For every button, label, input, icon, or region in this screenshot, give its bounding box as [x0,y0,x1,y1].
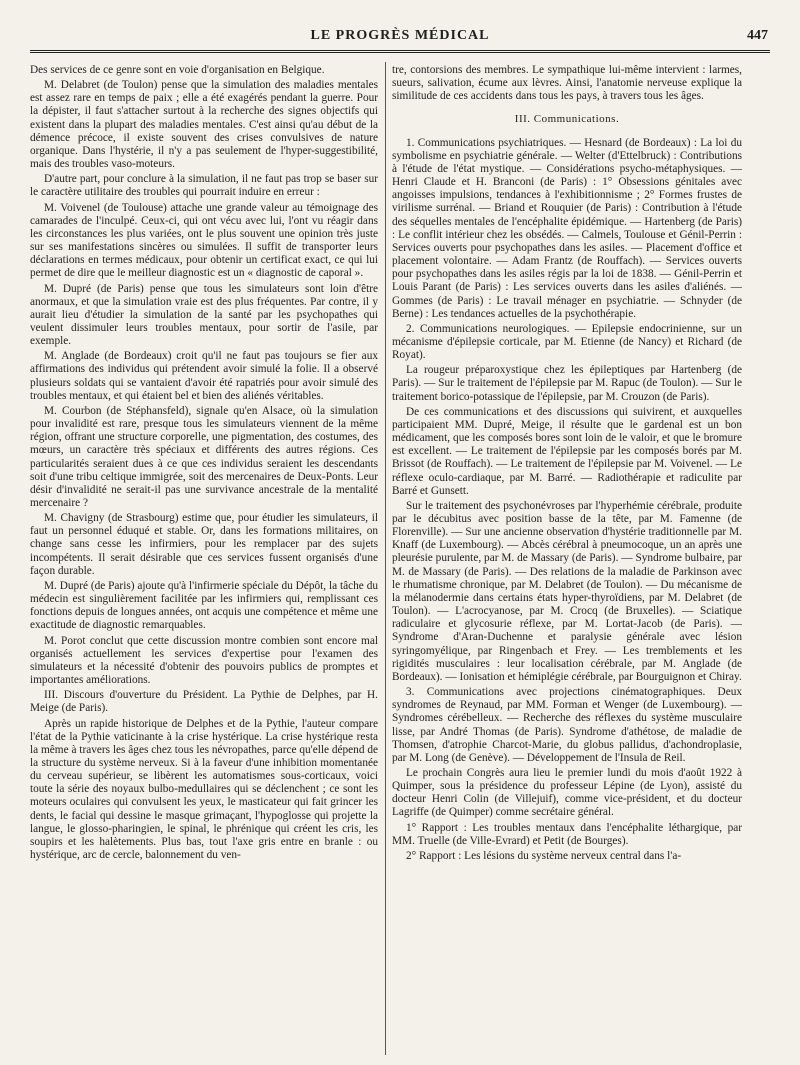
paragraph: M. Dupré (de Paris) pense que tous les simulateurs sont loin d'être anormaux, et que la simulation vraie est des plus fréquentes. Par contre, il y aurait lieu d'étudier la simulation de la santé par les psychopathes qui veulent dissimuler leurs troubles mentaux, pour sortir de l'asile, par exemple. [30,282,378,348]
paragraph: 1. Communications psychiatriques. — Hesnard (de Bordeaux) : La loi du symbolisme en psychiatrie générale. — Welter (d'Ettelbruck) : Contributions à l'étude de l'état mystique. — Considérations psycho-métaphysiques. — Henri Claude et H. Branconi (de Paris) : 1° Obsessions génitales avec angoisses impulsions, tendances à l'exhibitionnisme ; 2° Formes frustes de virilisme surrénal. — Briand et Rouquier (de Paris) : Contribution à l'étude des séquelles mentales de l'encéphalite épidémique. — Hartenberg (de Paris) : Le conflit intérieur chez les obsédés. — Calmels, Toulouse et Génil-Perrin : Services ouverts pour psychopathes dans les asiles. — Placement d'office et placement volontaire. — Adam Frantz (de Rouffach). — Services ouverts pour psychopathes dans les asiles régis par la loi de 1838. — Génil-Perrin et Louis Parant (de Paris) : Les services ouverts dans les asiles d'aliénés. — Gommes (de Paris) : Le travail ménager en psychiatrie. — Schnyder (de Berne) : Les tendances actuelles de la psychothérapie. [392,136,742,320]
paragraph: M. Anglade (de Bordeaux) croit qu'il ne faut pas toujours se fier aux affirmations des individus qui prétendent avoir simulé la folie. Il a observé plusieurs soldats qui se vantaient d'avoir été rapatriés pour avoir simulé des troubles mentaux, et qui étaient bel et bien des aliénés véritables. [30,350,378,402]
running-header [30,28,770,53]
paragraph: Sur le traitement des psychonévroses par l'hyperhémie cérébrale, produite par le décubitus avec position basse de la tête, par M. Famenne (de Florenville). — Sur une ancienne observation d'hystérie traditionnelle par M. Knaff (de Luxembourg). — Abcès cérébral à pneumocoque, un an après une pleurésie purulente, par M. de Massary (de Paris). — Syndrome bulbaire, par M. de Massary (de Paris). — Des relations de la maladie de Parkinson avec le rhumatisme chronique, par M. Delabret (de Toulon). — Du mécanisme de la mélanodermie dans certains états hyper-thyroïdiens, par M. Delabret (de Toulon). — L'acrocyanose, par M. Crocq (de Bruxelles). — Sciatique radiculaire et glycosurie réflexe, par M. Lortat-Jacob (de Paris). — Syndrome d'Aran-Duchenne et paralysie générale avec lésion syringomyélique, par Ringenbach et Frey. — Les tremblements et les rigidités musculaires : leur localisation cérébrale, par M. Anglade (de Bordeaux). — Ionisation et hémiplégie cérébrale, par Bourguignon et Chiray. [392,499,742,683]
journal-title: LE PROGRÈS MÉDICAL [310,28,490,43]
paragraph: 2° Rapport : Les lésions du système nerveux central dans l'a- [406,849,682,862]
paragraph: M. Chavigny (de Strasbourg) estime que, pour étudier les simulateurs, il faut un personnel éduqué et stable. Or, dans les formations militaires, on change sans cesse les infirmiers, pour les remplacer par des sujets incompétents. Il serait désirable que ces services fussent organisés d'une façon durable. [30,512,378,577]
paragraph: D'autre part, pour conclure à la simulation, il ne faut pas trop se baser sur le caractère utilitaire des troubles qui pourrait induire en erreur : [30,173,378,199]
paragraph: tre, contorsions des membres. Le sympathique lui-même intervient : larmes, sueurs, salivation, écume aux lèvres. Ainsi, l'anatomie nerveuse explique la similitude de ces accidents dans tous les pays, à travers tous les âges. [392,64,742,103]
section-heading: III. Discours d'ouverture du Président. La Pythie de Delphes, par H. Meige (de Paris). [30,689,378,715]
paragraph: La rougeur préparoxystique chez les épileptiques par Hartenberg (de Paris). — Sur le traitement de l'épilepsie par M. Rapuc (de Toulon). — Sur le traitement borico-potassique de l'épilepsie, par M. Crouzon (de Paris). [392,364,742,403]
paragraph: 2. Communications neurologiques. — Epilepsie endocrinienne, sur un mécanisme d'épilepsie corticale, par M. Etienne (de Nancy) et Richard (de Royat). [392,322,742,362]
page-number: 447 [747,28,768,43]
paragraph: M. Dupré (de Paris) ajoute qu'à l'infirmerie spéciale du Dépôt, la tâche du médecin est singulièrement facilitée par les infirmiers qui, remplissant ces fonctions depuis de longues années, ont acquis une compétence et même une exactitude de diagnostic remarquables. [30,579,378,632]
paragraph: M. Delabret (de Toulon) pense que la simulation des maladies mentales est assez rare en temps de paix ; elle a été exagérés pendant la guerre. Pour la dépister, il faut s'attacher surtout à la recherche des signes objectifs qui existent dans la plupart des maladies mentales. C'est ainsi qu'au début de la démence précoce, il existe souvent des crises convulsives de nature organique. Dans l'hystérie, il n'y a pas seulement de l'hyper-suggestibilité, mais des troubles vaso-moteurs. [30,79,378,171]
paragraph: M. Voivenel (de Toulouse) attache une grande valeur au témoignage des camarades de l'inculpé. Ceux-ci, qui ont vécu avec lui, l'ont vu réagir dans les circonstances les plus variées, ont le plus souvent une opinion très juste sur ses manifestations sincères ou simulées. Il suffit de transporter leurs déclarations en termes médicaux, pour obtenir un certificat exact, ce qui lui permet de dire que le meilleur diagnostic est un « diagnostic de caporal ». [30,201,378,280]
paragraph: M. Porot conclut que cette discussion montre combien sont encore mal organisés actuellement les services d'expertise pour l'examen des simulateurs et la nécessité d'obtenir des pouvoirs publics de promptes et importantes améliorations. [30,634,378,687]
column-divider [385,62,386,1055]
paragraph: De ces communications et des discussions qui suivirent, et auxquelles participaient MM. Dupré, Meige, il résulte que le gardenal est un bon médicament, que les composés bores sont loin de le valoir, et que le bromure est excellent. — Le traitement de l'épilepsie par les composés borés par M. Brissot (de Rouffach). — Le traitement de l'épilepsie par M. Voivenel. — Le réflexe oculo-cardiaque, par M. Barré. — Radiothérapie et radiculite par Barré et Gunsett. [392,405,742,497]
paragraph: 1° Rapport : Les troubles mentaux dans l'encéphalite léthargique, par MM. Truelle (de Ville-Evrard) et Petit (de Bourges). [392,821,742,847]
right-column [392,64,742,1053]
paragraph: Le prochain Congrès aura lieu le premier lundi du mois d'août 1922 à Quimper, sous la présidence du professeur Lépine (de Lyon), assisté du docteur Henri Colin (de Villejuif), comme vice-président, et du docteur Lagriffe (de Quimper) comme secrétaire général. [392,766,742,819]
section-heading: III. Communications. [514,113,620,126]
paragraph: Des services de ce genre sont en voie d'organisation en Belgique. [30,64,325,76]
left-column [30,64,378,1053]
paragraph: M. Courbon (de Stéphansfeld), signale qu'en Alsace, où la simulation pour invalidité est rare, presque tous les simulateurs viennent de la même région, offrant une structure corporelle, une pigmentation, des costumes, des mœurs, un caractère très spéciaux et différents des autres régions. Ces particularités seraient dues à ce que ces individus seraient les descendants soit d'une tribu celtique immigrée, soit des mercenaires de Deux-Ponts. Leur désir d'invalidité ne serait-il pas une survivance ancestrale de la mentalité mercenaire ? [30,404,378,509]
paragraph: Après un rapide historique de Delphes et de la Pythie, l'auteur compare l'état de la Pythie vaticinante à la crise hystérique. La crise hystérique resta la même à travers les âges chez tous les névropathes, parce qu'elle dépend de la structure du système nerveux. Si à la faveur d'une inhibition momentanée du cerveau supérieur, se libèrent les automatismes sous-corticaux, voici toute la série des noyaux bulbo-medullaires qui se déclenchent ; ce sont les moteurs oculaires qui convulsent les yeux, le masticateur qui fait grincer les dents, le facial qui dessine le masque grimaçant, l'hypoglosse qui projette la langue, le glosso-pharingien, le spinal, le phrénique qui créent les cris, les soupirs et les halètements. Plus bas, tout l'axe gris entre en branle : ou hystérique, arc de cercle, balonnement du ven- [30,717,378,862]
paragraph: 3. Communications avec projections cinématographiques. Deux syndromes de Reynaud, par MM. Forman et Wenger (de Luxembourg). — Syndromes cérébelleux. — Recherche des réflexes du système musculaire lisse, par André Thomas (de Paris). Syndrome d'athétose, de maladie de Thomsen, d'atrophie Charcot-Marie, du globus pallidus, d'achondroplasie, par M. Long (de Genève). — Développement de l'Insula de Reil. [392,686,742,764]
